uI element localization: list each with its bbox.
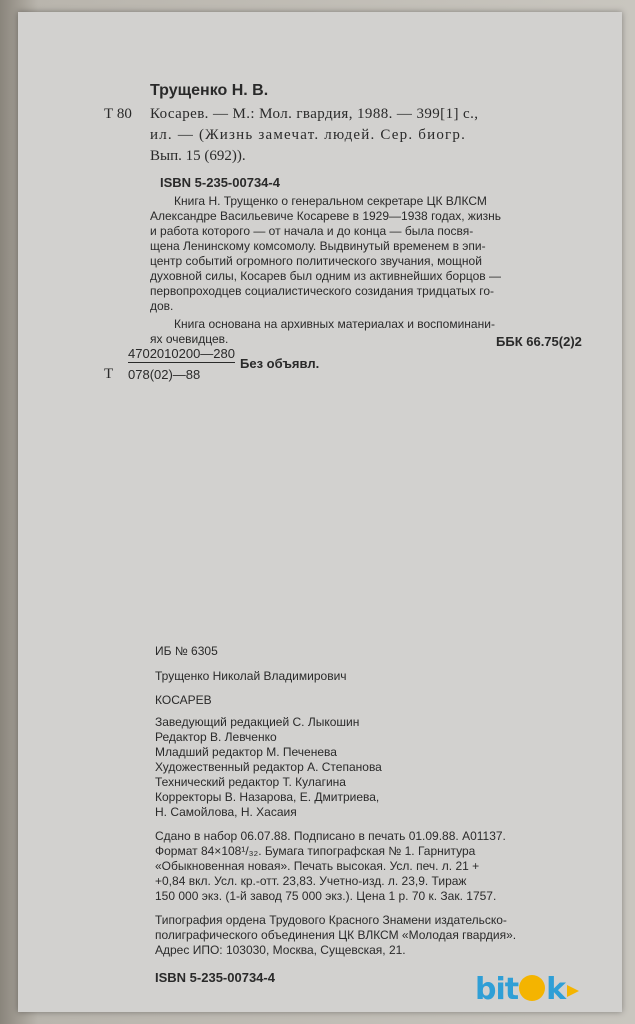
isbn-bottom: ISBN 5-235-00734-4 (155, 970, 275, 985)
watermark-arrow-icon (567, 985, 579, 997)
print-line: «Обыкновенная новая». Печать высокая. Усл. печ. л. 21 + (155, 859, 480, 873)
bib-line-2: ил. — (Жизнь замечат. людей. Сер. биогр. (150, 127, 467, 143)
class-fraction (128, 346, 235, 382)
print-line: Сдано в набор 06.07.88. Подписано в печать 01.09.88. А01137. (155, 829, 506, 843)
staff-line: Н. Самойлова, Н. Хасаия (155, 805, 297, 819)
annotation-line: щена Ленинскому комсомолу. Выдвинутый временем в эпи- (150, 239, 486, 253)
note-line: Книга основана на архивных материалах и воспоминани- (174, 317, 495, 331)
watermark-coin-icon (519, 975, 545, 1001)
class-letter: Т (104, 366, 114, 382)
print-line: 150 000 экз. (1-й завод 75 000 экз.). Цена 1 р. 70 к. Зак. 1757. (155, 889, 497, 903)
class-denominator: 078(02)—88 (128, 367, 201, 382)
annotation-line: первопроходцев социалистического созидания тридцатых го- (150, 284, 495, 298)
annotation-line: Книга Н. Трущенко о генеральном секретаре ЦК ВЛКСМ (174, 194, 487, 208)
bib-line-1: Косарев. — М.: Мол. гвардия, 1988. — 399[1] с., (150, 106, 479, 122)
bib-line-3: Вып. 15 (692)). (150, 148, 246, 164)
printer-line: Типография ордена Трудового Красного Знамени издательско- (155, 913, 507, 927)
no-ad-label: Без объявл. (240, 356, 320, 371)
book-page (18, 12, 622, 1012)
full-author-name: Трущенко Николай Владимирович (155, 669, 347, 683)
staff-line: Редактор В. Левченко (155, 730, 277, 744)
watermark-text-left: bit (475, 972, 519, 1007)
staff-line: Младший редактор М. Печенева (155, 745, 337, 759)
annotation-line: центр событий огромного политического звучания, мощной (150, 254, 482, 268)
isbn-top: ISBN 5-235-00734-4 (160, 175, 280, 190)
staff-line: Технический редактор Т. Кулагина (155, 775, 346, 789)
class-numerator: 4702010200—280 (128, 346, 235, 361)
author-heading: Трущенко Н. В. (150, 82, 269, 99)
staff-line: Художественный редактор А. Степанова (155, 760, 382, 774)
annotation-line: дов. (150, 299, 174, 313)
watermark-text-right: k (546, 972, 566, 1007)
print-line: +0,84 вкл. Усл. кр.-отт. 23,83. Учетно-изд. л. 23,9. Тираж (155, 874, 467, 888)
ib-number: ИБ № 6305 (155, 644, 218, 658)
annotation-line: и работа которого — от начала и до конца — была посвя- (150, 224, 474, 238)
print-line: Формат 84×108¹/₃₂. Бумага типографская № 1. Гарнитура (155, 844, 476, 858)
staff-line: Заведующий редакцией С. Лыкошин (155, 715, 360, 729)
watermark-logo (475, 972, 625, 1012)
note-line: ях очевидцев. (150, 332, 229, 346)
printer-line: полиграфического объединения ЦК ВЛКСМ «Молодая гвардия». (155, 928, 517, 942)
staff-line: Корректоры В. Назарова, Е. Дмитриева, (155, 790, 380, 804)
book-title: КОСАРЕВ (155, 693, 212, 707)
printer-line: Адрес ИПО: 103030, Москва, Сущевская, 21. (155, 943, 406, 957)
bbk-code: ББК 66.75(2)2 (496, 334, 582, 349)
annotation-line: духовной силы, Косарев был одним из активнейших борцов — (150, 269, 501, 283)
annotation-line: Александре Васильевиче Косареве в 1929—1938 годах, жизнь (150, 209, 502, 223)
catalog-code: Т 80 (104, 106, 132, 122)
